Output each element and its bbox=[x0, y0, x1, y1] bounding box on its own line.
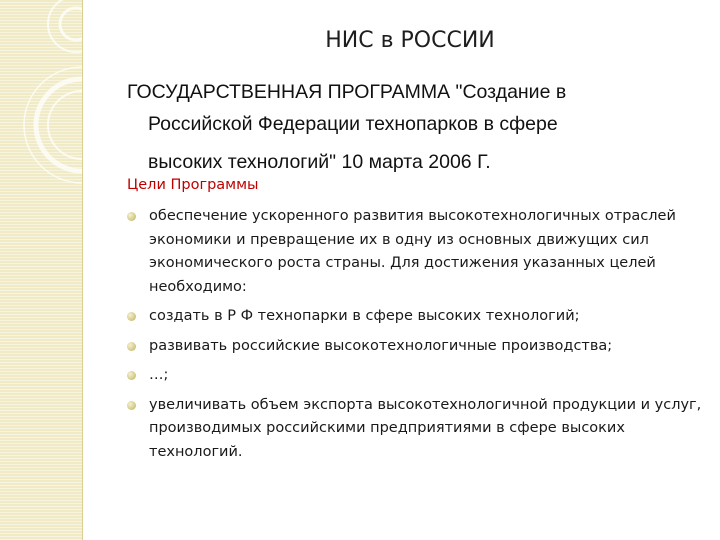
goal-item bbox=[127, 305, 702, 329]
goal-item bbox=[127, 335, 702, 359]
goal-text: …; bbox=[149, 367, 169, 383]
decorative-side-strip bbox=[0, 0, 82, 540]
goal-item bbox=[127, 205, 702, 299]
slide-title: НИС в РОССИИ bbox=[325, 28, 495, 53]
bullet-icon bbox=[127, 342, 136, 351]
bullet-icon bbox=[127, 371, 136, 380]
program-heading-line-1: ГОСУДАРСТВЕННАЯ ПРОГРАММА "Создание в bbox=[127, 81, 567, 103]
bullet-icon bbox=[127, 312, 136, 321]
goal-item bbox=[127, 394, 702, 465]
strip-divider bbox=[82, 0, 83, 540]
goals-heading: Цели Программы bbox=[127, 177, 259, 193]
goal-text: обеспечение ускоренного развития высокотехнологичных отраслей экономики и превращение их в одну из основных движущих сил экономического роста страны. Для достижения указанных целей необходимо: bbox=[149, 208, 676, 295]
bullet-icon bbox=[127, 212, 136, 221]
program-heading-line-2: Российской Федерации технопарков в сфере bbox=[148, 113, 558, 135]
bullet-icon bbox=[127, 401, 136, 410]
goal-item bbox=[127, 364, 702, 388]
goal-list bbox=[127, 205, 702, 470]
program-heading-line-3: высоких технологий" 10 марта 2006 Г. bbox=[148, 151, 491, 173]
program-heading bbox=[127, 76, 697, 178]
concentric-arcs-decoration bbox=[0, 0, 82, 540]
goal-text: увеличивать объем экспорта высокотехнологичной продукции и услуг, производимых российскими предприятиями в сфере высоких технологий. bbox=[149, 396, 702, 460]
goal-text: создать в Р Ф технопарки в сфере высоких технологий; bbox=[149, 308, 580, 324]
goal-text: развивать российские высокотехнологичные производства; bbox=[149, 337, 613, 354]
